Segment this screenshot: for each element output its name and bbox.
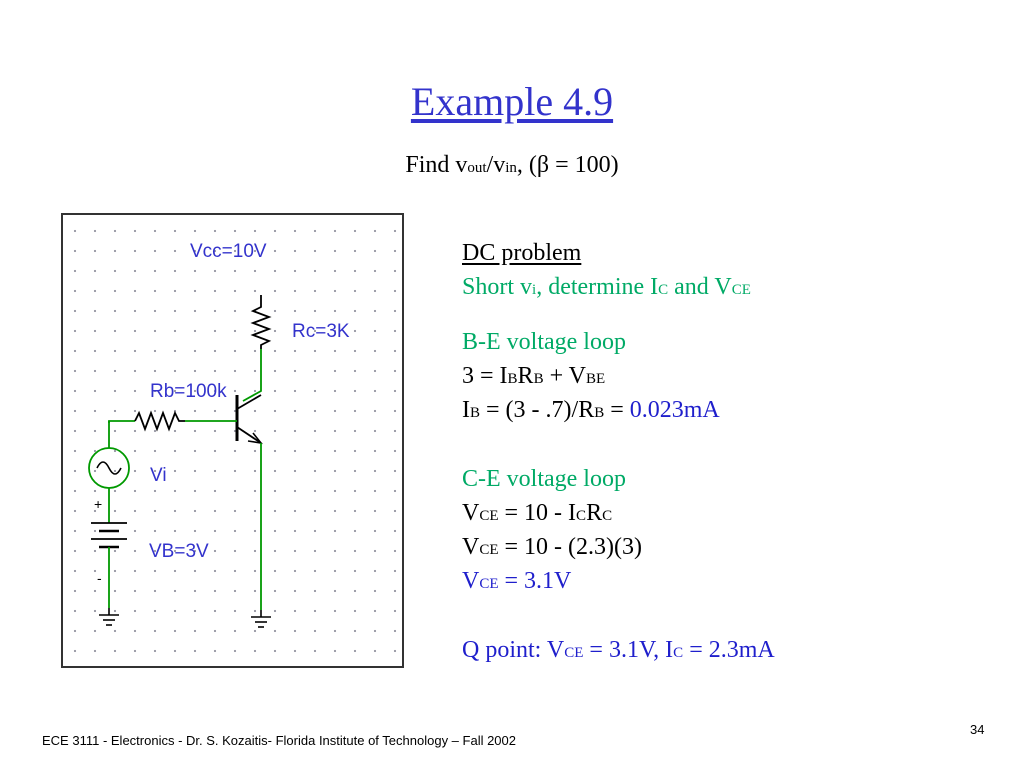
eq-subscript: B [507, 371, 518, 387]
dc-problem-heading: DC problem [462, 240, 582, 266]
ce-equation-2 [462, 534, 642, 561]
eq-part: = 2.3mA [683, 637, 775, 663]
page-number: 34 [970, 722, 985, 737]
ib-result: 0.023mA [629, 397, 720, 423]
ce-equation-3 [462, 568, 571, 595]
eq-part: R [517, 363, 534, 389]
eq-part: V [462, 534, 480, 560]
schematic-drawing [63, 215, 406, 670]
rb-label: Rb=100k [150, 381, 227, 402]
slide-title: Example 4.9 [410, 79, 614, 124]
eq-part: V [462, 568, 480, 594]
rc-label: Rc=3K [292, 321, 350, 342]
c-subscript: C [658, 282, 669, 298]
sine-wave-icon [97, 462, 121, 474]
eq-subscript: BE [586, 371, 606, 387]
eq-subscript: B [533, 371, 544, 387]
rc-resistor [253, 295, 269, 349]
slide-footer: ECE 3111 - Electronics - Dr. S. Kozaitis- Florida Institute of Technology – Fall 2002 [42, 733, 516, 748]
i-subscript: i [532, 282, 537, 298]
problem-statement [0, 152, 1024, 179]
ce-equation-1 [462, 500, 612, 527]
slash-text: /v [486, 152, 506, 178]
short-vi-line [462, 274, 751, 301]
eq-subscript: CE [564, 645, 584, 661]
eq-subscript: CE [479, 542, 499, 558]
in-subscript: in [505, 160, 517, 176]
eq-part: I [462, 397, 470, 423]
vcc-label: Vcc=10V [190, 241, 267, 262]
ce-loop-heading: C-E voltage loop [462, 466, 626, 492]
find-text: Find v [405, 152, 468, 178]
collector-wire [243, 349, 261, 401]
eq-subscript: C [576, 508, 587, 524]
circuit-schematic [61, 213, 404, 668]
base-wire-left [109, 421, 135, 423]
q-point-line [462, 637, 775, 664]
eq-part: = 10 - (2.3)(3) [498, 534, 643, 560]
determine-text: , determine I [536, 274, 659, 300]
eq-part: V [462, 500, 480, 526]
eq-part: = (3 - .7)/R [480, 397, 595, 423]
eq-subscript: C [602, 508, 613, 524]
beta-text: , (β = 100) [516, 152, 619, 178]
eq-part: = 3.1V, I [583, 637, 674, 663]
eq-subscript: CE [479, 508, 499, 524]
source-ground-icon [99, 608, 119, 625]
eq-part: R [586, 500, 603, 526]
eq-part: = [604, 397, 630, 423]
eq-subscript: CE [479, 576, 499, 592]
eq-subscript: B [594, 405, 605, 421]
eq-subscript: B [470, 405, 481, 421]
eq-part: = 3.1V [498, 568, 572, 594]
be-loop-heading: B-E voltage loop [462, 329, 626, 355]
eq-part: Q point: V [462, 637, 565, 663]
short-text: Short v [462, 274, 533, 300]
be-equation-2 [462, 397, 720, 424]
vb-label: VB=3V [149, 541, 209, 562]
eq-part: 3 = I [462, 363, 508, 389]
eq-part: = 10 - I [498, 500, 577, 526]
emitter-ground-icon [251, 610, 271, 627]
eq-subscript: C [673, 645, 684, 661]
ce-subscript: CE [731, 282, 751, 298]
battery-icon [91, 523, 127, 547]
vi-label: Vi [150, 465, 167, 486]
be-equation-1 [462, 363, 605, 390]
minus-sign: - [97, 570, 102, 586]
eq-part: + V [543, 363, 587, 389]
out-subscript: out [467, 160, 487, 176]
plus-sign: + [94, 496, 103, 512]
rb-resistor [135, 413, 185, 429]
and-v-text: and V [668, 274, 732, 300]
